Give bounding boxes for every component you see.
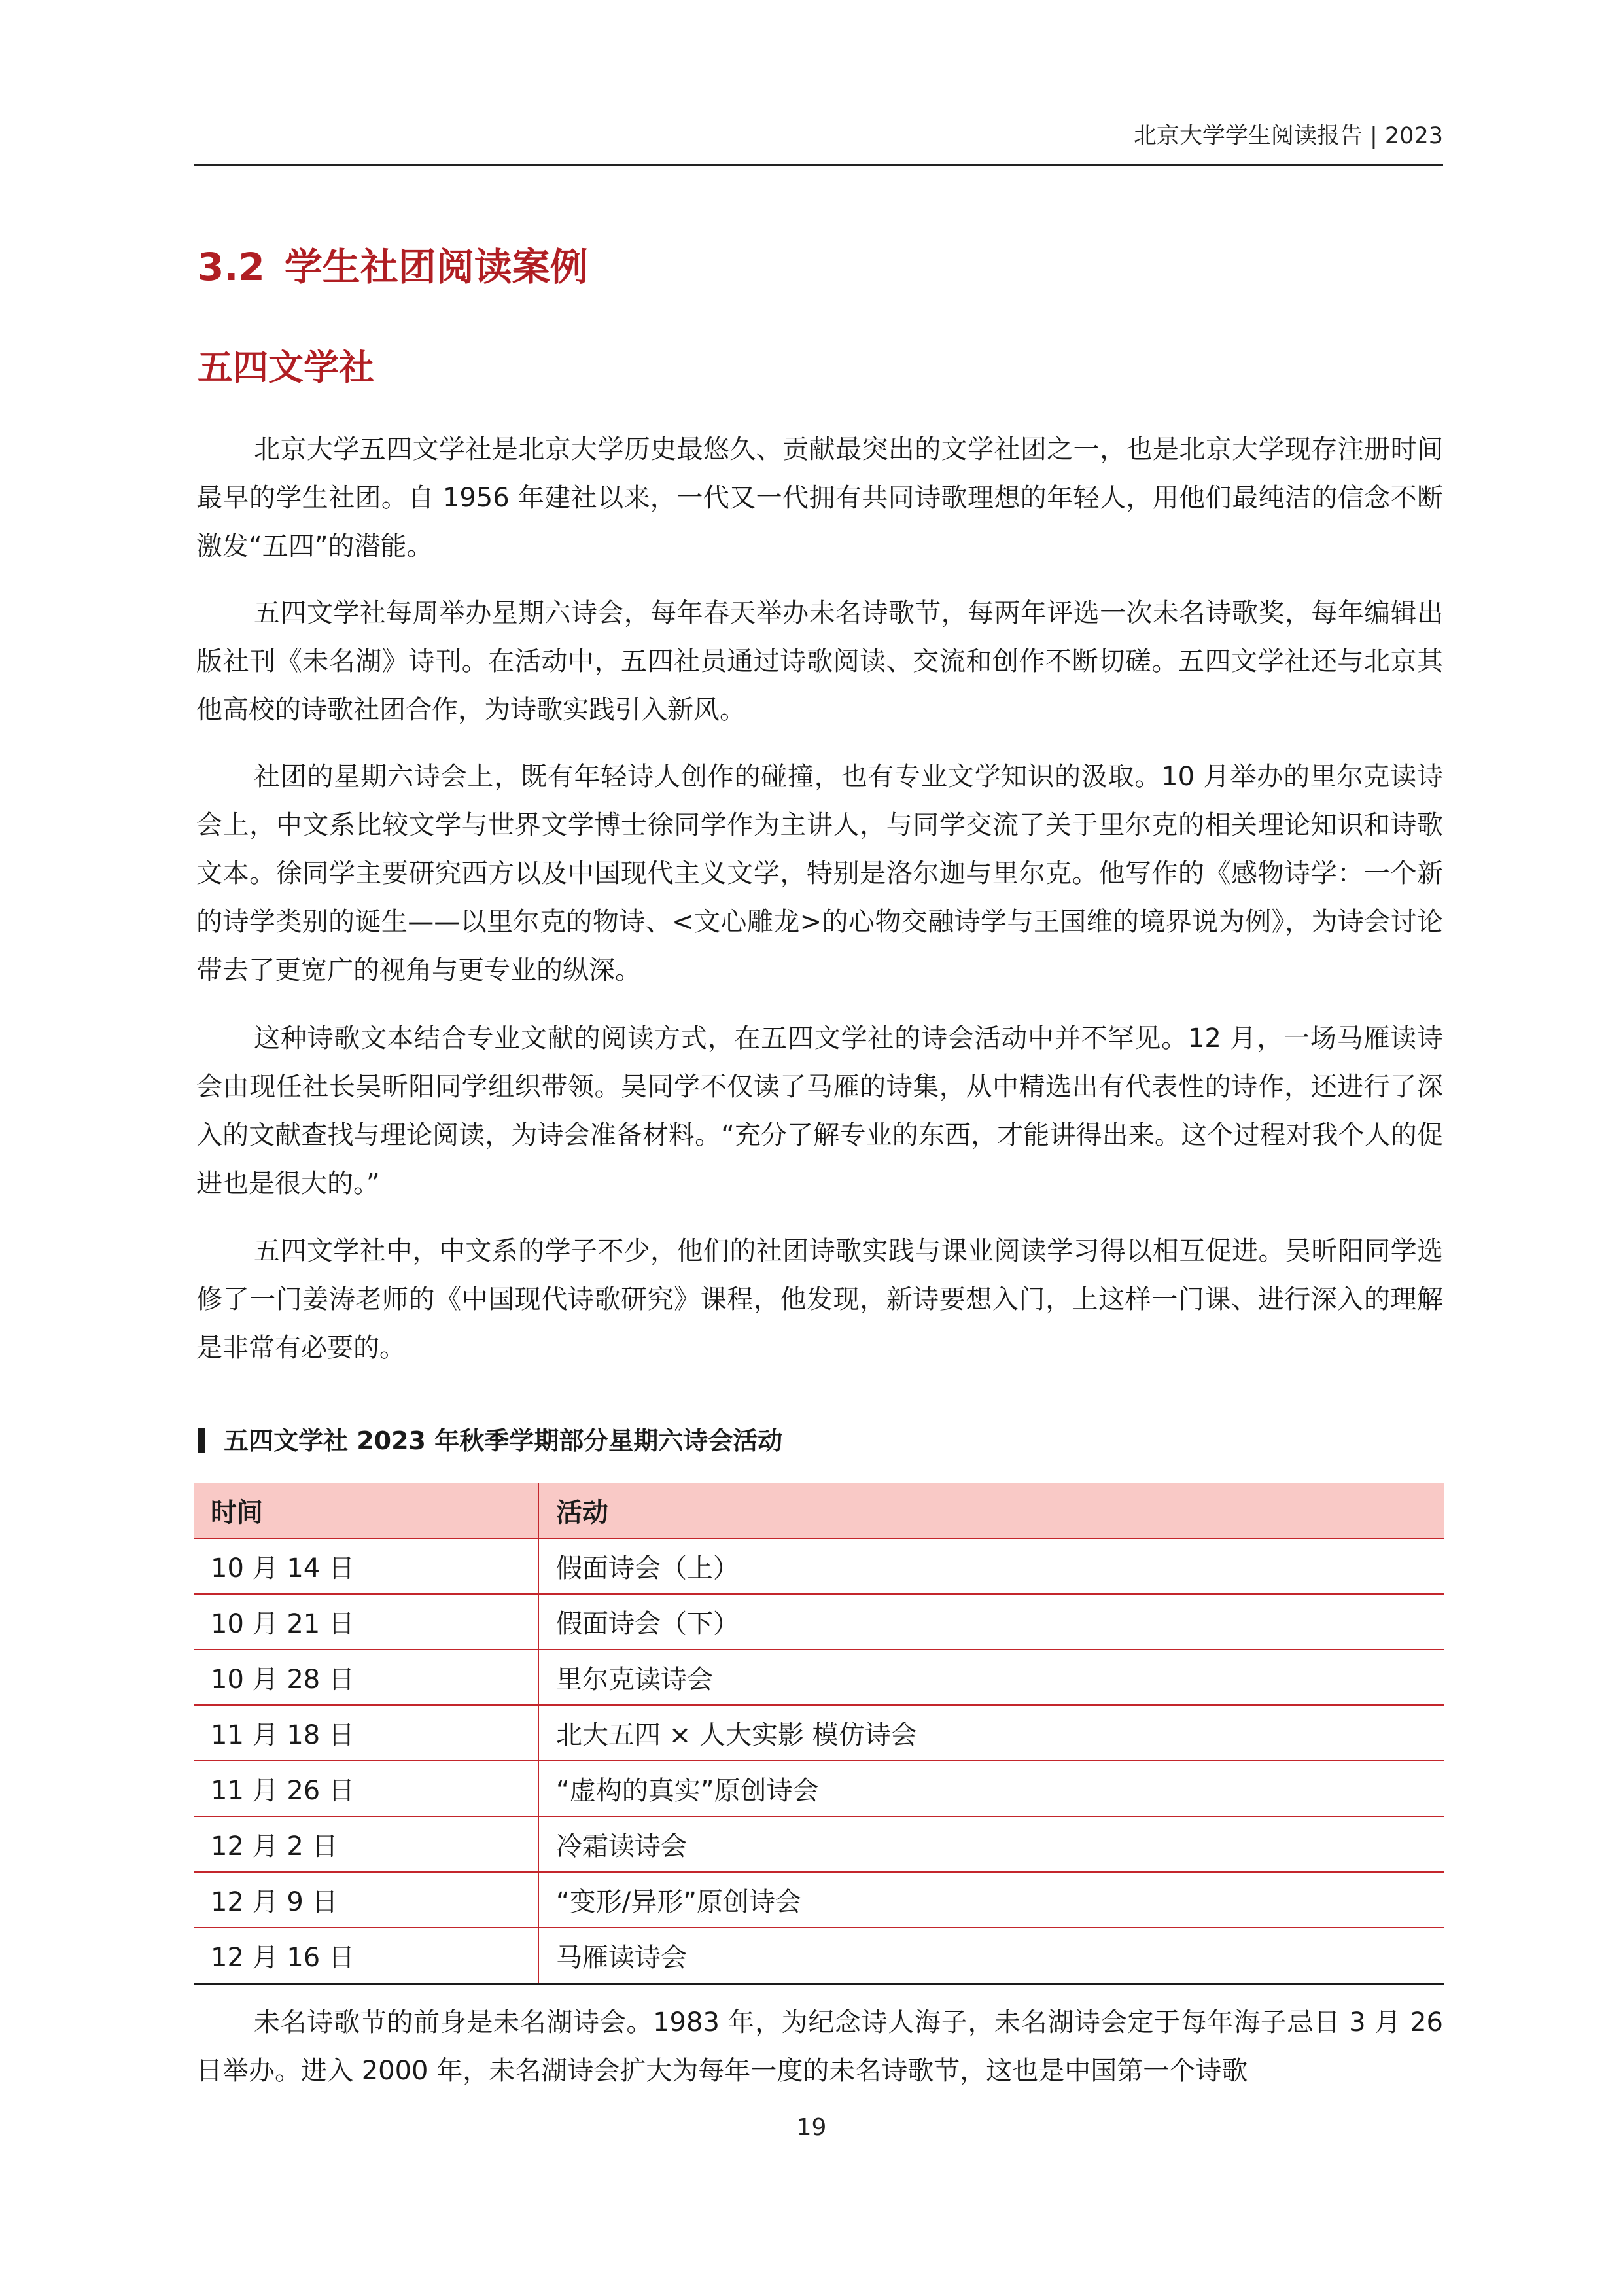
date-cell: 12 月 9 日 [194,1872,538,1928]
section-number: 3.2 [198,245,265,289]
activity-cell: 假面诗会（上） [538,1538,1444,1594]
activity-cell: 马雁读诗会 [538,1928,1444,1984]
header-rule [194,164,1443,166]
table-caption [198,1422,782,1459]
body-paragraph: 五四文学社中，中文系的学子不少，他们的社团诗歌实践与课业阅读学习得以相互促进。吴昕阳同学选修了一门姜涛老师的《中国现代诗歌研究》课程，他发现，新诗要想入门，上这样一门课、进行深入的理解是非常有必要的。 [196,1236,1443,1363]
body-paragraph: 未名诗歌节的前身是未名湖诗会。1983 年，为纪念诗人海子，未名湖诗会定于每年海子忌日 3 月 26 日举办。进入 2000 年，未名湖诗会扩大为每年一度的未名诗歌节，这也是中国第一个诗歌 [196,2007,1443,2086]
activity-cell: 冷霜读诗会 [538,1816,1444,1872]
activity-cell: 里尔克读诗会 [538,1650,1444,1705]
date-cell: 12 月 16 日 [194,1928,538,1984]
body-paragraph: 北京大学五四文学社是北京大学历史最悠久、贡献最突出的文学社团之一，也是北京大学现存注册时间最早的学生社团。自 1956 年建社以来，一代又一代拥有共同诗歌理想的年轻人，用他们最纯洁的信念不断激发“五四”的潜能。 [196,434,1443,561]
table-row [194,1705,1444,1761]
table-row [194,1650,1444,1705]
body-paragraph: 五四文学社每周举办星期六诗会，每年春天举办未名诗歌节，每两年评选一次未名诗歌奖，每年编辑出版社刊《未名湖》诗刊。在活动中，五四社员通过诗歌阅读、交流和创作不断切磋。五四文学社还与北京其他高校的诗歌社团合作，为诗歌实践引入新风。 [196,598,1443,725]
body-paragraph: 这种诗歌文本结合专业文献的阅读方式，在五四文学社的诗会活动中并不罕见。12 月，一场马雁读诗会由现任社长吴昕阳同学组织带领。吴同学不仅读了马雁的诗集，从中精选出有代表性的诗作，还进行了深入的文献查找与理论阅读，为诗会准备材料。“充分了解专业的东西，才能讲得出来。这个过程对我个人的促进也是很大的。” [196,1023,1443,1199]
body-paragraph: 社团的星期六诗会上，既有年轻诗人创作的碰撞，也有专业文学知识的汲取。10 月举办的里尔克读诗会上，中文系比较文学与世界文学博士徐同学作为主讲人，与同学交流了关于里尔克的相关理论知识和诗歌文本。徐同学主要研究西方以及中国现代主义文学，特别是洛尔迦与里尔克。他写作的《感物诗学：一个新的诗学类别的诞生——以里尔克的物诗、<文心雕龙>的心物交融诗学与王国维的境界说为例》，为诗会讨论带去了更宽广的视角与更专业的纵深。 [196,762,1443,985]
caption-bar-icon [198,1428,205,1453]
date-cell: 12 月 2 日 [194,1816,538,1872]
table-row [194,1594,1444,1650]
activity-cell: “虚构的真实”原创诗会 [538,1761,1444,1816]
section-title: 学生社团阅读案例 [284,245,588,289]
activity-cell: “变形/异形”原创诗会 [538,1872,1444,1928]
activity-cell: 北大五四 × 人大实影 模仿诗会 [538,1705,1444,1761]
running-header: 北京大学学生阅读报告 | 2023 [1133,123,1443,149]
date-cell: 10 月 21 日 [194,1594,538,1650]
date-cell: 11 月 18 日 [194,1705,538,1761]
column-header-time: 时间 [194,1483,538,1538]
table-row [194,1928,1444,1984]
activity-schedule-table [194,1483,1444,1985]
table-row [194,1816,1444,1872]
date-cell: 11 月 26 日 [194,1761,538,1816]
date-cell: 10 月 28 日 [194,1650,538,1705]
activity-cell: 假面诗会（下） [538,1594,1444,1650]
table-caption-text: 五四文学社 2023 年秋季学期部分星期六诗会活动 [224,1426,783,1455]
table-row [194,1761,1444,1816]
date-cell: 10 月 14 日 [194,1538,538,1594]
table-header-row [194,1483,1444,1538]
table-row [194,1538,1444,1594]
subsection-heading: 五四文学社 [198,347,374,388]
column-header-activity: 活动 [538,1483,1444,1538]
table-row [194,1872,1444,1928]
section-heading [198,241,588,293]
page-number: 19 [796,2114,827,2141]
